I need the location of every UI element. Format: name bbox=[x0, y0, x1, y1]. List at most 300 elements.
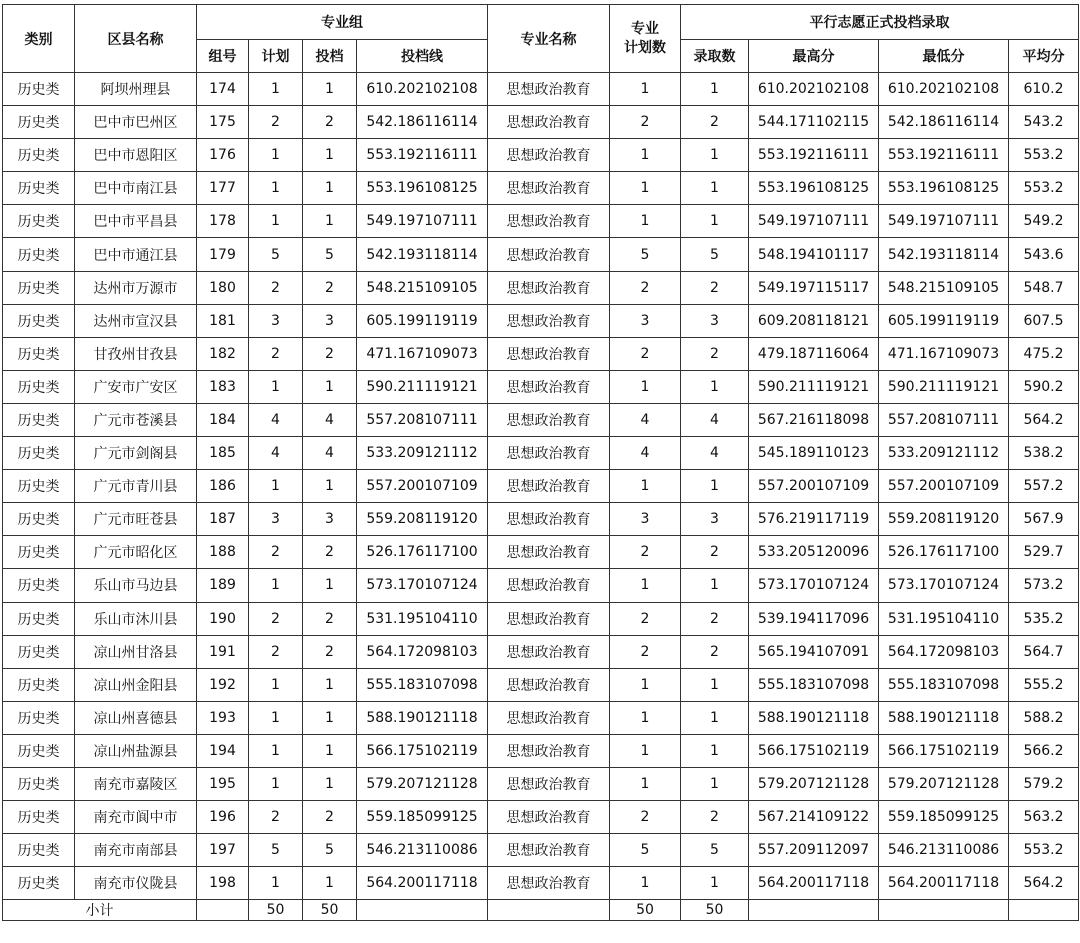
table-row bbox=[3, 437, 1079, 470]
cell-county: 凉山州盐源县 bbox=[75, 734, 197, 767]
cell-major-plan-count: 2 bbox=[610, 801, 681, 834]
table-row bbox=[3, 337, 1079, 370]
cell-plan: 2 bbox=[249, 337, 303, 370]
cell-major-plan-count: 1 bbox=[610, 701, 681, 734]
cell-submitted: 1 bbox=[303, 867, 357, 900]
cell-highest: 576.219117119 bbox=[749, 503, 879, 536]
cell-lowest: 555.183107098 bbox=[879, 668, 1009, 701]
cell-lowest: 564.200117118 bbox=[879, 867, 1009, 900]
table-row bbox=[3, 536, 1079, 569]
cell-average: 566.2 bbox=[1009, 734, 1079, 767]
cell-admitted: 3 bbox=[681, 503, 749, 536]
cell-average: 553.2 bbox=[1009, 172, 1079, 205]
table-row bbox=[3, 370, 1079, 403]
cell-lowest: 542.186116114 bbox=[879, 106, 1009, 139]
cell-county: 南充市仪陇县 bbox=[75, 867, 197, 900]
cell-county: 达州市宣汉县 bbox=[75, 304, 197, 337]
cell-category: 历史类 bbox=[3, 602, 75, 635]
cell-plan: 2 bbox=[249, 602, 303, 635]
cell-county: 广元市苍溪县 bbox=[75, 403, 197, 436]
cell-admitted: 2 bbox=[681, 602, 749, 635]
table-row bbox=[3, 238, 1079, 271]
cell-admitted: 1 bbox=[681, 73, 749, 106]
cell-submitted: 5 bbox=[303, 238, 357, 271]
cell-plan: 1 bbox=[249, 73, 303, 106]
cell-group-no: 184 bbox=[197, 403, 249, 436]
cell-highest: 566.175102119 bbox=[749, 734, 879, 767]
subtotal-average bbox=[1009, 900, 1079, 921]
cell-cutoff: 573.170107124 bbox=[357, 569, 488, 602]
cell-submitted: 3 bbox=[303, 503, 357, 536]
cell-average: 573.2 bbox=[1009, 569, 1079, 602]
cell-county: 广元市剑阁县 bbox=[75, 437, 197, 470]
cell-highest: 564.200117118 bbox=[749, 867, 879, 900]
cell-cutoff: 471.167109073 bbox=[357, 337, 488, 370]
cell-lowest: 557.208107111 bbox=[879, 403, 1009, 436]
cell-major-name: 思想政治教育 bbox=[488, 139, 610, 172]
cell-category: 历史类 bbox=[3, 73, 75, 106]
table-row bbox=[3, 767, 1079, 800]
cell-county: 乐山市沐川县 bbox=[75, 602, 197, 635]
table-row bbox=[3, 734, 1079, 767]
table-body bbox=[3, 73, 1079, 900]
cell-highest: 567.214109122 bbox=[749, 801, 879, 834]
cell-major-name: 思想政治教育 bbox=[488, 801, 610, 834]
header-average: 平均分 bbox=[1009, 40, 1079, 73]
cell-lowest: 531.195104110 bbox=[879, 602, 1009, 635]
cell-lowest: 533.209121112 bbox=[879, 437, 1009, 470]
cell-admitted: 2 bbox=[681, 337, 749, 370]
table-row bbox=[3, 172, 1079, 205]
cell-cutoff: 555.183107098 bbox=[357, 668, 488, 701]
cell-average: 564.2 bbox=[1009, 867, 1079, 900]
cell-admitted: 5 bbox=[681, 238, 749, 271]
cell-group-no: 198 bbox=[197, 867, 249, 900]
cell-county: 凉山州甘洛县 bbox=[75, 635, 197, 668]
cell-major-plan-count: 2 bbox=[610, 602, 681, 635]
cell-category: 历史类 bbox=[3, 801, 75, 834]
cell-average: 529.7 bbox=[1009, 536, 1079, 569]
header-highest: 最高分 bbox=[749, 40, 879, 73]
cell-highest: 544.171102115 bbox=[749, 106, 879, 139]
header-major-group: 专业组 bbox=[197, 5, 488, 40]
cell-major-plan-count: 1 bbox=[610, 139, 681, 172]
cell-cutoff: 533.209121112 bbox=[357, 437, 488, 470]
cell-major-name: 思想政治教育 bbox=[488, 172, 610, 205]
cell-highest: 567.216118098 bbox=[749, 403, 879, 436]
cell-county: 达州市万源市 bbox=[75, 271, 197, 304]
cell-cutoff: 590.211119121 bbox=[357, 370, 488, 403]
cell-lowest: 471.167109073 bbox=[879, 337, 1009, 370]
cell-major-name: 思想政治教育 bbox=[488, 503, 610, 536]
cell-category: 历史类 bbox=[3, 635, 75, 668]
cell-plan: 1 bbox=[249, 767, 303, 800]
cell-admitted: 1 bbox=[681, 172, 749, 205]
cell-submitted: 3 bbox=[303, 304, 357, 337]
cell-submitted: 1 bbox=[303, 569, 357, 602]
cell-highest: 479.187116064 bbox=[749, 337, 879, 370]
cell-admitted: 2 bbox=[681, 536, 749, 569]
cell-average: 564.7 bbox=[1009, 635, 1079, 668]
cell-lowest: 548.215109105 bbox=[879, 271, 1009, 304]
table-row bbox=[3, 668, 1079, 701]
subtotal-admitted: 50 bbox=[681, 900, 749, 921]
cell-major-name: 思想政治教育 bbox=[488, 668, 610, 701]
cell-category: 历史类 bbox=[3, 370, 75, 403]
cell-major-name: 思想政治教育 bbox=[488, 238, 610, 271]
cell-average: 563.2 bbox=[1009, 801, 1079, 834]
cell-cutoff: 526.176117100 bbox=[357, 536, 488, 569]
cell-category: 历史类 bbox=[3, 106, 75, 139]
cell-county: 广安市广安区 bbox=[75, 370, 197, 403]
cell-highest: 549.197107111 bbox=[749, 205, 879, 238]
cell-category: 历史类 bbox=[3, 139, 75, 172]
cell-lowest: 573.170107124 bbox=[879, 569, 1009, 602]
cell-highest: 565.194107091 bbox=[749, 635, 879, 668]
header-submitted: 投档 bbox=[303, 40, 357, 73]
cell-highest: 557.200107109 bbox=[749, 470, 879, 503]
cell-county: 凉山州喜德县 bbox=[75, 701, 197, 734]
cell-category: 历史类 bbox=[3, 172, 75, 205]
cell-group-no: 193 bbox=[197, 701, 249, 734]
cell-cutoff: 546.213110086 bbox=[357, 834, 488, 867]
cell-submitted: 1 bbox=[303, 470, 357, 503]
cell-cutoff: 559.208119120 bbox=[357, 503, 488, 536]
cell-major-plan-count: 3 bbox=[610, 304, 681, 337]
cell-major-name: 思想政治教育 bbox=[488, 370, 610, 403]
cell-group-no: 194 bbox=[197, 734, 249, 767]
cell-group-no: 195 bbox=[197, 767, 249, 800]
subtotal-major-plan-count: 50 bbox=[610, 900, 681, 921]
cell-major-plan-count: 4 bbox=[610, 403, 681, 436]
cell-average: 553.2 bbox=[1009, 139, 1079, 172]
cell-major-plan-count: 5 bbox=[610, 238, 681, 271]
cell-highest: 553.196108125 bbox=[749, 172, 879, 205]
cell-major-name: 思想政治教育 bbox=[488, 437, 610, 470]
subtotal-cutoff bbox=[357, 900, 488, 921]
cell-plan: 3 bbox=[249, 304, 303, 337]
cell-admitted: 2 bbox=[681, 106, 749, 139]
cell-county: 南充市嘉陵区 bbox=[75, 767, 197, 800]
cell-average: 475.2 bbox=[1009, 337, 1079, 370]
cell-cutoff: 553.196108125 bbox=[357, 172, 488, 205]
cell-category: 历史类 bbox=[3, 668, 75, 701]
cell-submitted: 1 bbox=[303, 73, 357, 106]
cell-average: 543.2 bbox=[1009, 106, 1079, 139]
cell-category: 历史类 bbox=[3, 403, 75, 436]
cell-highest: 579.207121128 bbox=[749, 767, 879, 800]
cell-major-name: 思想政治教育 bbox=[488, 734, 610, 767]
cell-major-plan-count: 1 bbox=[610, 370, 681, 403]
cell-cutoff: 542.186116114 bbox=[357, 106, 488, 139]
cell-major-plan-count: 1 bbox=[610, 205, 681, 238]
cell-submitted: 2 bbox=[303, 801, 357, 834]
cell-group-no: 181 bbox=[197, 304, 249, 337]
cell-major-plan-count: 2 bbox=[610, 106, 681, 139]
cell-submitted: 2 bbox=[303, 602, 357, 635]
cell-plan: 4 bbox=[249, 437, 303, 470]
cell-admitted: 2 bbox=[681, 635, 749, 668]
cell-major-name: 思想政治教育 bbox=[488, 569, 610, 602]
cell-group-no: 190 bbox=[197, 602, 249, 635]
cell-county: 广元市旺苍县 bbox=[75, 503, 197, 536]
cell-plan: 1 bbox=[249, 701, 303, 734]
cell-group-no: 177 bbox=[197, 172, 249, 205]
cell-group-no: 197 bbox=[197, 834, 249, 867]
cell-lowest: 549.197107111 bbox=[879, 205, 1009, 238]
subtotal-label: 小计 bbox=[3, 900, 197, 921]
cell-lowest: 553.196108125 bbox=[879, 172, 1009, 205]
cell-admitted: 1 bbox=[681, 569, 749, 602]
header-group-no: 组号 bbox=[197, 40, 249, 73]
cell-submitted: 1 bbox=[303, 139, 357, 172]
cell-lowest: 579.207121128 bbox=[879, 767, 1009, 800]
cell-admitted: 1 bbox=[681, 139, 749, 172]
cell-cutoff: 566.175102119 bbox=[357, 734, 488, 767]
header-county: 区县名称 bbox=[75, 5, 197, 73]
cell-category: 历史类 bbox=[3, 503, 75, 536]
cell-category: 历史类 bbox=[3, 536, 75, 569]
cell-highest: 557.209112097 bbox=[749, 834, 879, 867]
cell-plan: 1 bbox=[249, 470, 303, 503]
cell-cutoff: 549.197107111 bbox=[357, 205, 488, 238]
cell-cutoff: 559.185099125 bbox=[357, 801, 488, 834]
table-row bbox=[3, 205, 1079, 238]
table-row bbox=[3, 106, 1079, 139]
cell-category: 历史类 bbox=[3, 238, 75, 271]
cell-submitted: 1 bbox=[303, 701, 357, 734]
cell-major-name: 思想政治教育 bbox=[488, 536, 610, 569]
table-row bbox=[3, 867, 1079, 900]
cell-plan: 1 bbox=[249, 139, 303, 172]
header-major-plan-count: 专业 计划数 bbox=[610, 5, 681, 73]
cell-category: 历史类 bbox=[3, 437, 75, 470]
cell-admitted: 1 bbox=[681, 701, 749, 734]
table-row bbox=[3, 569, 1079, 602]
cell-cutoff: 557.208107111 bbox=[357, 403, 488, 436]
header-category: 类别 bbox=[3, 5, 75, 73]
cell-lowest: 553.192116111 bbox=[879, 139, 1009, 172]
cell-highest: 539.194117096 bbox=[749, 602, 879, 635]
cell-lowest: 610.202102108 bbox=[879, 73, 1009, 106]
subtotal-row bbox=[3, 900, 1079, 921]
cell-highest: 553.192116111 bbox=[749, 139, 879, 172]
cell-admitted: 4 bbox=[681, 437, 749, 470]
cell-major-name: 思想政治教育 bbox=[488, 470, 610, 503]
cell-submitted: 2 bbox=[303, 536, 357, 569]
cell-submitted: 4 bbox=[303, 403, 357, 436]
cell-group-no: 180 bbox=[197, 271, 249, 304]
cell-submitted: 2 bbox=[303, 271, 357, 304]
cell-highest: 590.211119121 bbox=[749, 370, 879, 403]
table-row bbox=[3, 139, 1079, 172]
subtotal-plan: 50 bbox=[249, 900, 303, 921]
cell-average: 549.2 bbox=[1009, 205, 1079, 238]
cell-average: 607.5 bbox=[1009, 304, 1079, 337]
cell-lowest: 542.193118114 bbox=[879, 238, 1009, 271]
cell-lowest: 566.175102119 bbox=[879, 734, 1009, 767]
cell-major-plan-count: 1 bbox=[610, 734, 681, 767]
cell-group-no: 174 bbox=[197, 73, 249, 106]
cell-average: 564.2 bbox=[1009, 403, 1079, 436]
cell-average: 538.2 bbox=[1009, 437, 1079, 470]
cell-admitted: 2 bbox=[681, 801, 749, 834]
cell-group-no: 186 bbox=[197, 470, 249, 503]
cell-plan: 1 bbox=[249, 205, 303, 238]
table-row bbox=[3, 801, 1079, 834]
cell-group-no: 182 bbox=[197, 337, 249, 370]
cell-plan: 4 bbox=[249, 403, 303, 436]
cell-plan: 3 bbox=[249, 503, 303, 536]
cell-lowest: 564.172098103 bbox=[879, 635, 1009, 668]
table-row bbox=[3, 503, 1079, 536]
header-parallel-admission: 平行志愿正式投档录取 bbox=[681, 5, 1079, 40]
cell-admitted: 5 bbox=[681, 834, 749, 867]
cell-category: 历史类 bbox=[3, 337, 75, 370]
table-row bbox=[3, 701, 1079, 734]
cell-admitted: 1 bbox=[681, 470, 749, 503]
cell-lowest: 588.190121118 bbox=[879, 701, 1009, 734]
cell-county: 巴中市恩阳区 bbox=[75, 139, 197, 172]
cell-admitted: 2 bbox=[681, 271, 749, 304]
header-plan: 计划 bbox=[249, 40, 303, 73]
header-admitted: 录取数 bbox=[681, 40, 749, 73]
cell-admitted: 1 bbox=[681, 767, 749, 800]
subtotal-submitted: 50 bbox=[303, 900, 357, 921]
cell-county: 南充市南部县 bbox=[75, 834, 197, 867]
cell-average: 535.2 bbox=[1009, 602, 1079, 635]
subtotal-major-name bbox=[488, 900, 610, 921]
cell-highest: 555.183107098 bbox=[749, 668, 879, 701]
cell-lowest: 590.211119121 bbox=[879, 370, 1009, 403]
cell-county: 广元市青川县 bbox=[75, 470, 197, 503]
cell-average: 610.2 bbox=[1009, 73, 1079, 106]
cell-group-no: 183 bbox=[197, 370, 249, 403]
cell-highest: 545.189110123 bbox=[749, 437, 879, 470]
cell-major-name: 思想政治教育 bbox=[488, 106, 610, 139]
cell-county: 广元市昭化区 bbox=[75, 536, 197, 569]
cell-county: 巴中市通江县 bbox=[75, 238, 197, 271]
cell-submitted: 1 bbox=[303, 734, 357, 767]
cell-category: 历史类 bbox=[3, 304, 75, 337]
cell-cutoff: 557.200107109 bbox=[357, 470, 488, 503]
subtotal-group-no bbox=[197, 900, 249, 921]
cell-major-plan-count: 3 bbox=[610, 503, 681, 536]
cell-admitted: 3 bbox=[681, 304, 749, 337]
cell-category: 历史类 bbox=[3, 470, 75, 503]
cell-group-no: 176 bbox=[197, 139, 249, 172]
cell-group-no: 187 bbox=[197, 503, 249, 536]
cell-plan: 1 bbox=[249, 867, 303, 900]
cell-major-plan-count: 1 bbox=[610, 73, 681, 106]
admission-table bbox=[2, 4, 1079, 921]
cell-admitted: 1 bbox=[681, 205, 749, 238]
cell-submitted: 1 bbox=[303, 370, 357, 403]
cell-group-no: 196 bbox=[197, 801, 249, 834]
cell-major-plan-count: 5 bbox=[610, 834, 681, 867]
cell-plan: 2 bbox=[249, 536, 303, 569]
cell-highest: 548.194101117 bbox=[749, 238, 879, 271]
cell-lowest: 557.200107109 bbox=[879, 470, 1009, 503]
cell-submitted: 2 bbox=[303, 635, 357, 668]
cell-major-plan-count: 1 bbox=[610, 867, 681, 900]
cell-cutoff: 564.200117118 bbox=[357, 867, 488, 900]
cell-plan: 1 bbox=[249, 668, 303, 701]
cell-highest: 610.202102108 bbox=[749, 73, 879, 106]
cell-group-no: 175 bbox=[197, 106, 249, 139]
cell-major-plan-count: 2 bbox=[610, 536, 681, 569]
cell-county: 乐山市马边县 bbox=[75, 569, 197, 602]
cell-cutoff: 542.193118114 bbox=[357, 238, 488, 271]
cell-county: 巴中市南江县 bbox=[75, 172, 197, 205]
cell-group-no: 192 bbox=[197, 668, 249, 701]
subtotal-lowest bbox=[879, 900, 1009, 921]
cell-average: 579.2 bbox=[1009, 767, 1079, 800]
cell-category: 历史类 bbox=[3, 734, 75, 767]
cell-major-name: 思想政治教育 bbox=[488, 602, 610, 635]
cell-category: 历史类 bbox=[3, 834, 75, 867]
cell-highest: 549.197115117 bbox=[749, 271, 879, 304]
table-row bbox=[3, 470, 1079, 503]
subtotal-highest bbox=[749, 900, 879, 921]
cell-submitted: 2 bbox=[303, 337, 357, 370]
header-lowest: 最低分 bbox=[879, 40, 1009, 73]
cell-category: 历史类 bbox=[3, 569, 75, 602]
cell-county: 阿坝州理县 bbox=[75, 73, 197, 106]
cell-plan: 5 bbox=[249, 238, 303, 271]
cell-plan: 1 bbox=[249, 734, 303, 767]
cell-county: 凉山州金阳县 bbox=[75, 668, 197, 701]
cell-major-name: 思想政治教育 bbox=[488, 767, 610, 800]
cell-plan: 2 bbox=[249, 801, 303, 834]
table-row bbox=[3, 635, 1079, 668]
cell-category: 历史类 bbox=[3, 867, 75, 900]
cell-average: 553.2 bbox=[1009, 834, 1079, 867]
cell-plan: 1 bbox=[249, 370, 303, 403]
cell-major-name: 思想政治教育 bbox=[488, 73, 610, 106]
cell-plan: 2 bbox=[249, 635, 303, 668]
cell-group-no: 178 bbox=[197, 205, 249, 238]
cell-plan: 2 bbox=[249, 271, 303, 304]
table-row bbox=[3, 271, 1079, 304]
table-row bbox=[3, 834, 1079, 867]
cell-major-name: 思想政治教育 bbox=[488, 867, 610, 900]
cell-submitted: 4 bbox=[303, 437, 357, 470]
cell-major-plan-count: 4 bbox=[610, 437, 681, 470]
cell-plan: 1 bbox=[249, 172, 303, 205]
cell-category: 历史类 bbox=[3, 271, 75, 304]
cell-cutoff: 588.190121118 bbox=[357, 701, 488, 734]
cell-average: 590.2 bbox=[1009, 370, 1079, 403]
table-row bbox=[3, 403, 1079, 436]
cell-cutoff: 553.192116111 bbox=[357, 139, 488, 172]
cell-major-plan-count: 2 bbox=[610, 635, 681, 668]
cell-submitted: 1 bbox=[303, 668, 357, 701]
cell-major-name: 思想政治教育 bbox=[488, 271, 610, 304]
cell-highest: 533.205120096 bbox=[749, 536, 879, 569]
cell-cutoff: 564.172098103 bbox=[357, 635, 488, 668]
cell-county: 巴中市平昌县 bbox=[75, 205, 197, 238]
cell-major-name: 思想政治教育 bbox=[488, 403, 610, 436]
cell-admitted: 1 bbox=[681, 668, 749, 701]
cell-major-plan-count: 1 bbox=[610, 172, 681, 205]
cell-major-name: 思想政治教育 bbox=[488, 701, 610, 734]
cell-average: 557.2 bbox=[1009, 470, 1079, 503]
cell-major-plan-count: 1 bbox=[610, 569, 681, 602]
cell-lowest: 559.208119120 bbox=[879, 503, 1009, 536]
header-cutoff: 投档线 bbox=[357, 40, 488, 73]
cell-category: 历史类 bbox=[3, 767, 75, 800]
